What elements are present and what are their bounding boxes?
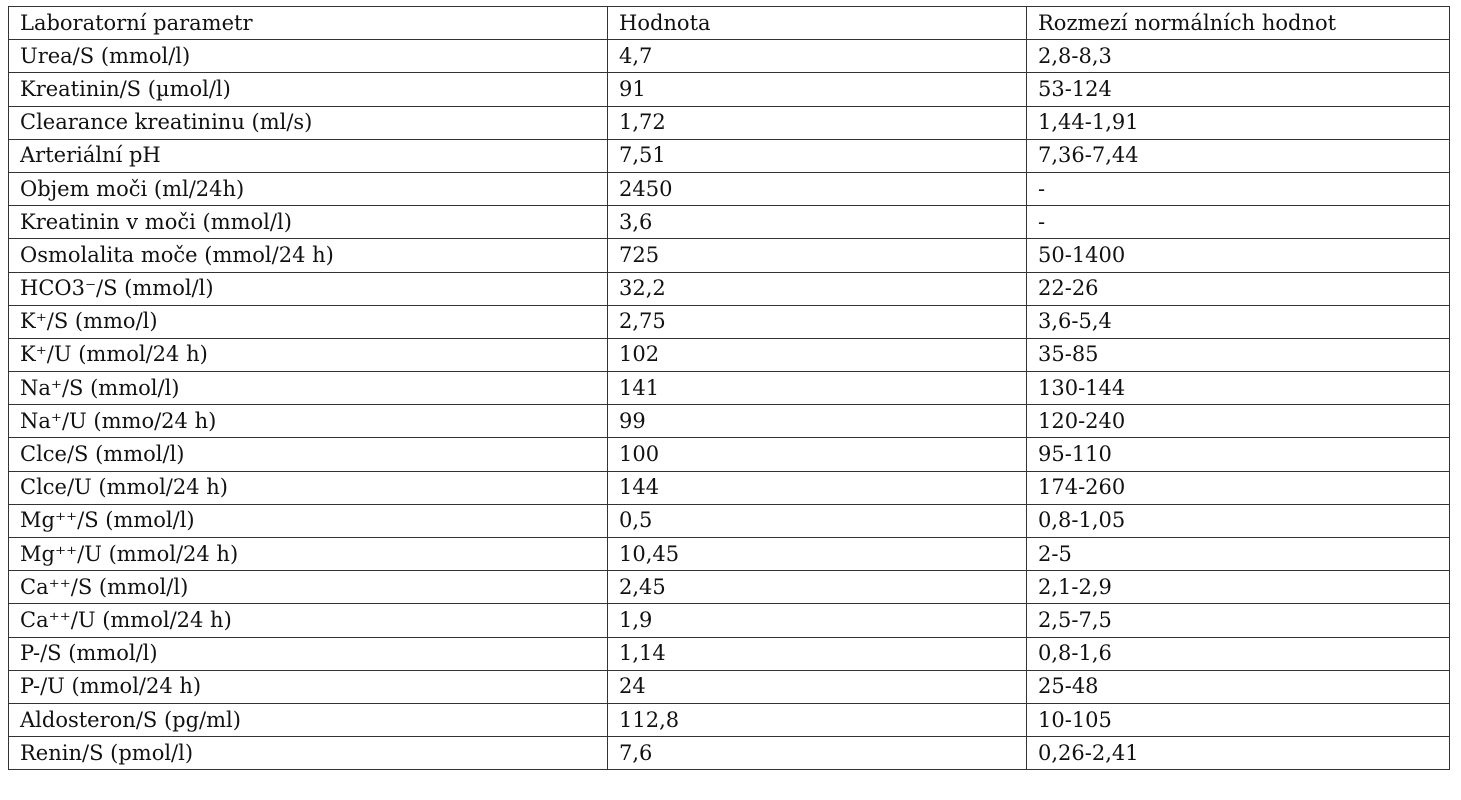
- table-header-row: [9, 7, 1450, 40]
- row-normal-range: 2-5: [1027, 538, 1450, 571]
- row-parameter: Osmolalita moče (mmol/24 h): [9, 239, 608, 272]
- row-normal-range: 0,8-1,6: [1027, 637, 1450, 670]
- row-normal-range: 35-85: [1027, 338, 1450, 371]
- row-parameter: Ca⁺⁺/S (mmol/l): [9, 571, 608, 604]
- row-parameter: Clce/U (mmol/24 h): [9, 471, 608, 504]
- row-normal-range: 2,1-2,9: [1027, 571, 1450, 604]
- row-normal-range: 95-110: [1027, 438, 1450, 471]
- table-row: [9, 106, 1450, 139]
- row-value: 2450: [608, 172, 1027, 205]
- row-normal-range: 22-26: [1027, 272, 1450, 305]
- row-parameter: Ca⁺⁺/U (mmol/24 h): [9, 604, 608, 637]
- table-row: [9, 305, 1450, 338]
- row-value: 2,75: [608, 305, 1027, 338]
- table-row: [9, 40, 1450, 73]
- row-value: 2,45: [608, 571, 1027, 604]
- row-value: 7,51: [608, 139, 1027, 172]
- row-parameter: K⁺/S (mmo/l): [9, 305, 608, 338]
- row-value: 144: [608, 471, 1027, 504]
- lab-results-table: [8, 6, 1450, 770]
- row-value: 102: [608, 338, 1027, 371]
- row-parameter: Kreatinin/S (µmol/l): [9, 73, 608, 106]
- table-row: [9, 438, 1450, 471]
- table-row: [9, 571, 1450, 604]
- row-normal-range: 1,44-1,91: [1027, 106, 1450, 139]
- row-normal-range: 130-144: [1027, 372, 1450, 405]
- row-value: 1,14: [608, 637, 1027, 670]
- row-normal-range: 7,36-7,44: [1027, 139, 1450, 172]
- row-parameter: Objem moči (ml/24h): [9, 172, 608, 205]
- table-row: [9, 703, 1450, 736]
- table-row: [9, 637, 1450, 670]
- table-row: [9, 504, 1450, 537]
- row-normal-range: 2,8-8,3: [1027, 40, 1450, 73]
- row-parameter: Urea/S (mmol/l): [9, 40, 608, 73]
- row-value: 91: [608, 73, 1027, 106]
- header-normal-range: Rozmezí normálních hodnot: [1027, 7, 1450, 40]
- row-value: 7,6: [608, 737, 1027, 770]
- row-normal-range: 174-260: [1027, 471, 1450, 504]
- row-parameter: K⁺/U (mmol/24 h): [9, 338, 608, 371]
- row-normal-range: -: [1027, 206, 1450, 239]
- row-value: 725: [608, 239, 1027, 272]
- table-row: [9, 338, 1450, 371]
- table-row: [9, 172, 1450, 205]
- table-row: [9, 538, 1450, 571]
- header-value: Hodnota: [608, 7, 1027, 40]
- row-value: 24: [608, 670, 1027, 703]
- table-body: [9, 40, 1450, 770]
- row-parameter: Arteriální pH: [9, 139, 608, 172]
- row-parameter: Na⁺/U (mmo/24 h): [9, 405, 608, 438]
- row-parameter: Clearance kreatininu (ml/s): [9, 106, 608, 139]
- header-parameter: Laboratorní parametr: [9, 7, 608, 40]
- table-row: [9, 737, 1450, 770]
- row-value: 1,72: [608, 106, 1027, 139]
- row-normal-range: 120-240: [1027, 405, 1450, 438]
- row-parameter: P-/U (mmol/24 h): [9, 670, 608, 703]
- row-parameter: HCO3⁻/S (mmol/l): [9, 272, 608, 305]
- table-row: [9, 206, 1450, 239]
- row-value: 141: [608, 372, 1027, 405]
- row-value: 1,9: [608, 604, 1027, 637]
- row-parameter: Mg⁺⁺/U (mmol/24 h): [9, 538, 608, 571]
- row-parameter: Mg⁺⁺/S (mmol/l): [9, 504, 608, 537]
- row-value: 32,2: [608, 272, 1027, 305]
- row-normal-range: 3,6-5,4: [1027, 305, 1450, 338]
- table-row: [9, 471, 1450, 504]
- table-row: [9, 670, 1450, 703]
- row-parameter: P-/S (mmol/l): [9, 637, 608, 670]
- row-value: 100: [608, 438, 1027, 471]
- row-normal-range: 2,5-7,5: [1027, 604, 1450, 637]
- row-parameter: Na⁺/S (mmol/l): [9, 372, 608, 405]
- row-normal-range: 10-105: [1027, 703, 1450, 736]
- row-value: 10,45: [608, 538, 1027, 571]
- row-normal-range: 53-124: [1027, 73, 1450, 106]
- row-value: 4,7: [608, 40, 1027, 73]
- row-normal-range: 0,26-2,41: [1027, 737, 1450, 770]
- table-row: [9, 372, 1450, 405]
- row-normal-range: 0,8-1,05: [1027, 504, 1450, 537]
- row-parameter: Kreatinin v moči (mmol/l): [9, 206, 608, 239]
- row-value: 112,8: [608, 703, 1027, 736]
- table-row: [9, 239, 1450, 272]
- table-row: [9, 139, 1450, 172]
- row-normal-range: 25-48: [1027, 670, 1450, 703]
- table-row: [9, 405, 1450, 438]
- row-normal-range: 50-1400: [1027, 239, 1450, 272]
- row-parameter: Clce/S (mmol/l): [9, 438, 608, 471]
- table-row: [9, 604, 1450, 637]
- row-value: 99: [608, 405, 1027, 438]
- row-value: 0,5: [608, 504, 1027, 537]
- row-parameter: Aldosteron/S (pg/ml): [9, 703, 608, 736]
- row-normal-range: -: [1027, 172, 1450, 205]
- table-row: [9, 272, 1450, 305]
- row-parameter: Renin/S (pmol/l): [9, 737, 608, 770]
- table-row: [9, 73, 1450, 106]
- row-value: 3,6: [608, 206, 1027, 239]
